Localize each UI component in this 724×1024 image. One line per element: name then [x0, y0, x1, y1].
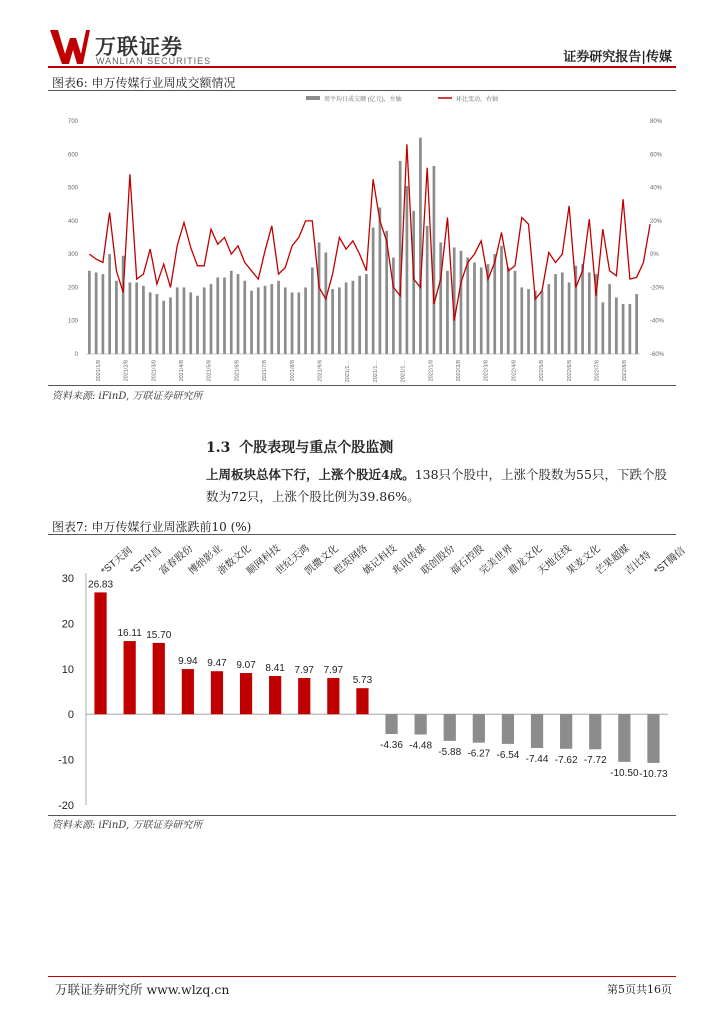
- y-axis-tick: 10: [61, 663, 74, 676]
- y-right-tick: -60%: [650, 352, 665, 358]
- volume-bar: [129, 282, 132, 354]
- bar-value-label: 9.07: [236, 660, 256, 672]
- volume-chart: [48, 91, 676, 383]
- bar-value-label: 16.11: [117, 628, 142, 640]
- volume-bar: [581, 264, 584, 354]
- volume-bar: [277, 281, 280, 354]
- y-left-tick: 100: [67, 318, 78, 325]
- y-left-tick: 500: [67, 185, 78, 192]
- volume-bar: [514, 271, 517, 354]
- wanlian-logo-icon: [50, 30, 90, 64]
- figure7-source: 资料来源: iFinD, 万联证券研究所: [52, 820, 203, 831]
- y-left-tick: 200: [67, 285, 78, 292]
- volume-bar: [635, 294, 638, 354]
- y-right-tick: 80%: [650, 119, 663, 125]
- x-axis-label: 2022/4/8: [511, 360, 518, 382]
- x-axis-label: 2022/5/8: [539, 360, 546, 382]
- change-bar: [473, 714, 485, 742]
- volume-bar: [304, 287, 307, 354]
- bar-value-label: -7.62: [554, 754, 578, 766]
- volume-bar: [507, 267, 510, 354]
- volume-bar: [223, 277, 226, 354]
- category-label: 恺英网络: [332, 543, 370, 578]
- change-bar: [589, 714, 601, 749]
- change-line: [89, 144, 650, 320]
- change-bar: [647, 714, 659, 763]
- volume-bar: [466, 257, 469, 354]
- x-axis-label: 2022/1/8: [428, 360, 435, 382]
- y-right-tick: 40%: [650, 185, 663, 192]
- volume-bar: [554, 274, 557, 354]
- bar-value-label: -10.73: [639, 768, 668, 780]
- volume-bar: [189, 292, 192, 354]
- volume-bar: [439, 242, 442, 354]
- volume-bar: [561, 272, 564, 354]
- volume-bar: [473, 262, 476, 354]
- volume-bar: [196, 296, 199, 354]
- category-label: 完美世界: [477, 543, 516, 578]
- y-left-tick: 600: [67, 152, 78, 159]
- volume-bar: [493, 254, 496, 354]
- change-bar: [618, 714, 630, 762]
- y-left-tick: 400: [67, 218, 78, 225]
- volume-bar: [433, 166, 436, 354]
- category-label: *ST天润: [99, 545, 135, 578]
- bar-value-label: 5.73: [352, 675, 373, 687]
- volume-bar: [216, 277, 219, 354]
- change-bar: [560, 714, 572, 749]
- volume-bar: [243, 281, 246, 354]
- x-axis-label: 2022/3/8: [483, 360, 490, 382]
- x-axis-label: 2021/4/8: [178, 360, 185, 382]
- category-label: 浙数文化: [215, 543, 254, 578]
- bar-value-label: 7.97: [323, 665, 344, 677]
- volume-bar: [547, 284, 550, 354]
- legend-swatch-volume: [306, 96, 320, 100]
- volume-bar: [284, 287, 287, 354]
- volume-bar: [345, 282, 348, 354]
- category-label: 芒果超媒: [594, 543, 632, 578]
- report-type: 证券研究报告|传媒: [563, 50, 672, 65]
- category-label: 吉比特: [623, 549, 654, 578]
- section-title: 个股表现与重点个股监测: [239, 440, 394, 456]
- category-label: 世纪天鸿: [274, 543, 312, 578]
- volume-bar: [95, 272, 98, 354]
- change-bar: [182, 669, 194, 714]
- brand-name-en: WANLIAN SECURITIES: [96, 56, 212, 66]
- volume-bar: [210, 284, 213, 354]
- change-bar: [356, 688, 368, 714]
- bar-value-label: -7.44: [525, 753, 549, 765]
- bar-value-label: 8.41: [265, 663, 285, 675]
- category-label: 凯撒文化: [303, 543, 341, 578]
- volume-bar: [88, 271, 91, 354]
- bar-value-label: 9.47: [207, 658, 227, 670]
- bar-value-label: 26.83: [88, 579, 114, 591]
- y-right-tick: -40%: [650, 318, 665, 325]
- volume-bar: [169, 297, 172, 354]
- volume-bar: [176, 287, 179, 354]
- volume-bar: [372, 228, 375, 354]
- legend-label-volume: 周平均日成交额 (亿元)，左轴: [324, 97, 402, 103]
- volume-bar: [399, 161, 402, 354]
- footer-left: 万联证券研究所 www.wlzq.cn: [55, 982, 230, 997]
- header-divider: [48, 66, 676, 68]
- change-bar: [94, 592, 106, 714]
- volume-bar: [237, 274, 240, 354]
- volume-bar: [230, 271, 233, 354]
- volume-bar: [601, 302, 604, 354]
- x-axis-label: 2021/1…: [400, 360, 407, 383]
- volume-bar: [352, 281, 355, 354]
- volume-bar: [392, 257, 395, 354]
- category-label: *ST中昌: [128, 545, 164, 578]
- section-lead: 上周板块总体下行，上涨个股近4成。: [206, 467, 415, 482]
- y-axis-tick: -10: [58, 754, 74, 767]
- volume-bar: [142, 286, 145, 354]
- volume-bar: [568, 282, 571, 354]
- figure7-title: 图表7: 申万传媒行业周涨跌前10 (%): [52, 520, 252, 534]
- volume-bar: [608, 284, 611, 354]
- volume-bar: [520, 287, 523, 354]
- volume-bar: [135, 282, 138, 354]
- brand-name: 万联证券: [95, 35, 183, 59]
- x-axis-label: 2021/2/8: [123, 360, 130, 382]
- x-axis-label: 2021/5/8: [206, 360, 213, 382]
- top10-chart: [48, 535, 688, 813]
- change-bar: [502, 714, 514, 744]
- section-number: 1.3: [206, 440, 231, 456]
- y-right-tick: 20%: [650, 218, 663, 225]
- bar-value-label: -6.54: [496, 749, 520, 761]
- x-axis-label: 2022/8/8: [622, 360, 629, 382]
- x-axis-label: 2021/6/8: [234, 360, 241, 382]
- volume-bar: [480, 267, 483, 354]
- volume-bar: [527, 289, 530, 354]
- volume-bar: [446, 271, 449, 354]
- x-axis-label: 2022/2/8: [455, 360, 462, 382]
- category-label: 天地在线: [535, 543, 574, 578]
- volume-bar: [331, 289, 334, 354]
- volume-bar: [102, 274, 105, 354]
- category-label: 博纳影业: [186, 543, 225, 578]
- bar-value-label: -4.48: [409, 740, 433, 752]
- y-axis-tick: 20: [61, 618, 74, 631]
- figure6-title: 图表6: 申万传媒行业周成交额情况: [52, 76, 236, 90]
- y-axis-tick: 30: [61, 573, 74, 585]
- volume-bar: [149, 292, 152, 354]
- y-right-tick: 60%: [650, 152, 663, 159]
- category-label: 顺网科技: [244, 543, 283, 578]
- change-bar: [240, 673, 252, 714]
- change-bar: [415, 714, 427, 734]
- volume-bar: [534, 291, 537, 354]
- category-label: *ST腾信: [652, 545, 688, 578]
- volume-bar: [541, 291, 544, 354]
- x-axis-label: 2021/1/8: [95, 360, 102, 382]
- volume-bar: [615, 297, 618, 354]
- bar-value-label: -7.72: [583, 755, 607, 767]
- change-bar: [153, 643, 165, 714]
- change-bar: [385, 714, 397, 734]
- volume-bar: [156, 294, 159, 354]
- change-bar: [211, 671, 223, 714]
- category-label: 联创股份: [419, 543, 458, 578]
- volume-bar: [358, 276, 361, 354]
- category-label: 姚记科技: [361, 543, 400, 578]
- volume-bar: [588, 272, 591, 354]
- volume-bar: [115, 281, 118, 354]
- section-heading: [206, 437, 393, 457]
- volume-bar: [412, 211, 415, 354]
- volume-bar: [500, 246, 503, 354]
- bar-value-label: 7.97: [294, 665, 314, 677]
- volume-bar: [338, 287, 341, 354]
- change-bar: [444, 714, 456, 741]
- x-axis-label: 2021/1…: [345, 360, 352, 383]
- volume-bar: [419, 138, 422, 354]
- volume-bar: [324, 252, 327, 354]
- footer-divider: [48, 976, 676, 977]
- x-axis-label: 2022/6/8: [566, 360, 573, 382]
- volume-bar: [270, 284, 273, 354]
- figure6-source: 资料来源: iFinD, 万联证券研究所: [52, 391, 203, 402]
- category-label: 富春股份: [157, 543, 196, 578]
- x-axis-label: 2021/1…: [372, 360, 379, 383]
- bar-value-label: 9.94: [178, 656, 198, 668]
- change-bar: [124, 641, 136, 714]
- volume-bar: [629, 304, 632, 354]
- volume-bar: [162, 301, 165, 354]
- bar-value-label: -10.50: [610, 767, 639, 779]
- y-right-tick: 0%: [650, 252, 659, 259]
- change-bar: [327, 678, 339, 714]
- legend-label-change: 环比变动，右轴: [456, 97, 499, 103]
- volume-bar: [291, 292, 294, 354]
- y-left-tick: 700: [67, 119, 78, 125]
- volume-bar: [460, 251, 463, 354]
- category-label: 果麦文化: [565, 543, 603, 578]
- section-paragraph: [206, 464, 676, 508]
- category-label: 福石控股: [448, 543, 487, 578]
- volume-bar: [622, 304, 625, 354]
- volume-bar: [203, 287, 206, 354]
- volume-bar: [108, 254, 111, 354]
- bar-value-label: -4.36: [380, 739, 403, 751]
- x-axis-label: 2021/3/8: [151, 360, 158, 382]
- volume-bar: [406, 186, 409, 354]
- bar-value-label: -6.27: [467, 748, 491, 760]
- volume-bar: [311, 267, 314, 354]
- y-left-tick: 0: [74, 352, 78, 358]
- bar-value-label: -5.88: [438, 746, 462, 758]
- volume-bar: [379, 208, 382, 354]
- volume-bar: [365, 274, 368, 354]
- category-label: 鼎龙文化: [506, 543, 545, 578]
- category-label: 兆讯传媒: [390, 543, 429, 578]
- x-axis-label: 2021/8/8: [289, 360, 296, 382]
- x-axis-label: 2021/7/8: [262, 360, 269, 382]
- page-number: 第5页共16页: [607, 983, 672, 996]
- change-bar: [269, 676, 281, 714]
- section-text: 138只个股中，上涨个股数为55只，下跌个股数为72只，上涨个股比例为39.86%。: [206, 467, 667, 504]
- volume-bar: [318, 242, 321, 354]
- volume-bar: [183, 287, 186, 354]
- y-right-tick: -20%: [650, 285, 665, 292]
- volume-bar: [264, 286, 267, 354]
- volume-bar: [297, 292, 300, 354]
- bar-value-label: 15.70: [146, 629, 172, 641]
- y-axis-tick: 0: [67, 709, 74, 722]
- volume-bar: [257, 287, 260, 354]
- y-left-tick: 300: [67, 252, 78, 259]
- change-bar: [531, 714, 543, 748]
- x-axis-label: 2021/9/8: [317, 360, 324, 382]
- y-axis-tick: -20: [58, 800, 74, 812]
- change-bar: [298, 678, 310, 714]
- volume-bar: [250, 291, 253, 354]
- volume-bar: [426, 226, 429, 354]
- x-axis-label: 2022/7/8: [594, 360, 601, 382]
